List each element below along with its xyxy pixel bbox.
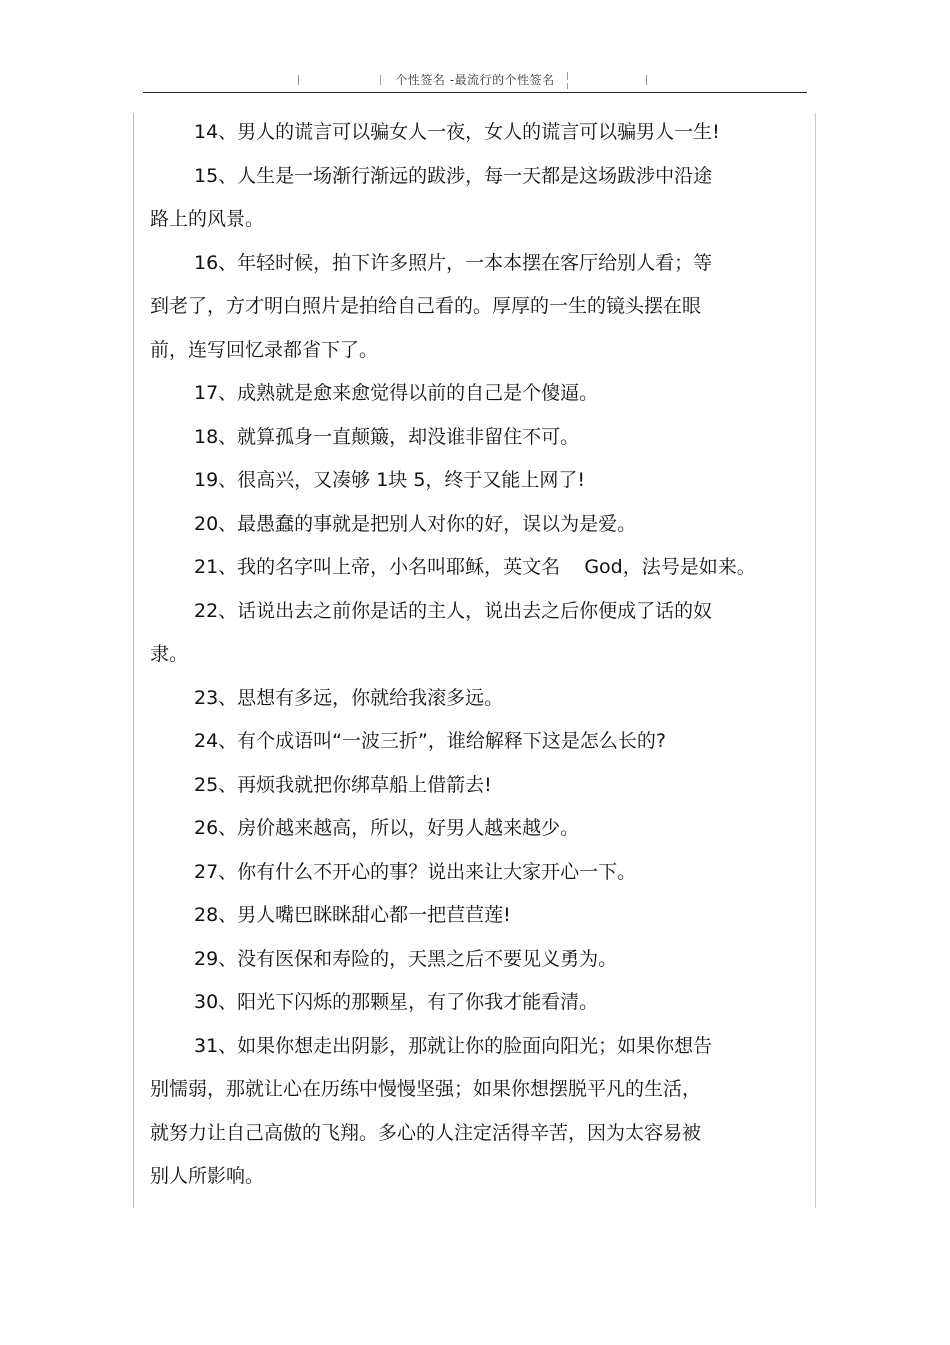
header-title: 个性签名 -最流行的个性签名: [395, 73, 555, 87]
text-line: 到老了，方才明白照片是拍给自己看的。厚厚的一生的镜头摆在眼: [150, 295, 702, 317]
text-line: 就努力让自己高傲的飞翔。多心的人注定活得辛苦，因为太容易被: [150, 1121, 702, 1144]
text-line: 17、成熟就是愈来愈觉得以前的自己是个傻逼。: [194, 382, 599, 404]
text-line: 22、话说出去之前你是话的主人，说出去之后你便成了话的奴: [194, 599, 713, 622]
list-item: [150, 1025, 810, 1199]
text-line: 15、人生是一场渐行渐远的跋涉，每一天都是这场跋涉中沿途: [194, 164, 713, 187]
text-line: 前，连写回忆录都省下了。: [150, 338, 379, 361]
text-line: 隶。: [150, 643, 189, 665]
text-line: 14、男人的谎言可以骗女人一夜，女人的谎言可以骗男人一生!: [194, 121, 720, 143]
text-line: 21、我的名字叫上帝，小名叫耶稣，英文名 God，法号是如来。: [194, 556, 756, 578]
list-item: [150, 242, 810, 373]
list-item: [150, 503, 810, 547]
list-item: [150, 677, 810, 721]
text-line: 23、思想有多远，你就给我滚多远。: [194, 686, 504, 709]
right-border-line: [815, 113, 816, 1208]
list-item: [150, 894, 810, 938]
text-line: 别懦弱，那就让心在历练中慢慢坚强；如果你想摆脱平凡的生活，: [150, 1078, 702, 1100]
text-line: 26、房价越来越高，所以，好男人越来越少。: [194, 817, 580, 839]
list-item: [150, 981, 810, 1025]
page-header: [143, 66, 807, 93]
left-border-line: [133, 113, 134, 1208]
list-item: [150, 111, 810, 155]
list-item: [150, 938, 810, 982]
list-item: [150, 720, 810, 764]
text-line: 路上的风景。: [150, 208, 265, 230]
text-line: 20、最愚蠢的事就是把别人对你的好，误以为是爱。: [194, 512, 637, 535]
list-item: [150, 459, 810, 503]
text-line: 29、没有医保和寿险的，天黑之后不要见义勇为。: [194, 947, 618, 970]
text-line: 25、再烦我就把你绑草船上借箭去!: [194, 773, 492, 796]
document-body: [150, 111, 810, 1199]
list-item: [150, 590, 810, 677]
list-item: [150, 764, 810, 808]
text-line: 27、你有什么不开心的事？说出来让大家开心一下。: [194, 860, 637, 883]
text-line: 28、男人嘴巴眯眯甜心都一把苣苣莲!: [194, 904, 511, 926]
list-item: [150, 851, 810, 895]
text-line: 19、很高兴，又凑够 1块 5，终于又能上网了!: [194, 469, 586, 491]
list-item: [150, 372, 810, 416]
list-item: [150, 155, 810, 242]
text-line: 16、年轻时候，拍下许多照片，一本本摆在客厅给别人看；等: [194, 251, 713, 274]
text-line: 18、就算孤身一直颠簸，却没谁非留住不可。: [194, 425, 580, 448]
text-line: 别人所影响。: [150, 1165, 265, 1187]
list-item: [150, 416, 810, 460]
list-item: [150, 546, 810, 590]
text-line: 30、阳光下闪烁的那颗星，有了你我才能看清。: [194, 991, 599, 1013]
list-item: [150, 807, 810, 851]
text-line: 24、有个成语叫“一波三折”，谁给解释下这是怎么长的?: [194, 730, 666, 752]
text-line: 31、如果你想走出阴影，那就让你的脸面向阳光；如果你想告: [194, 1034, 713, 1057]
